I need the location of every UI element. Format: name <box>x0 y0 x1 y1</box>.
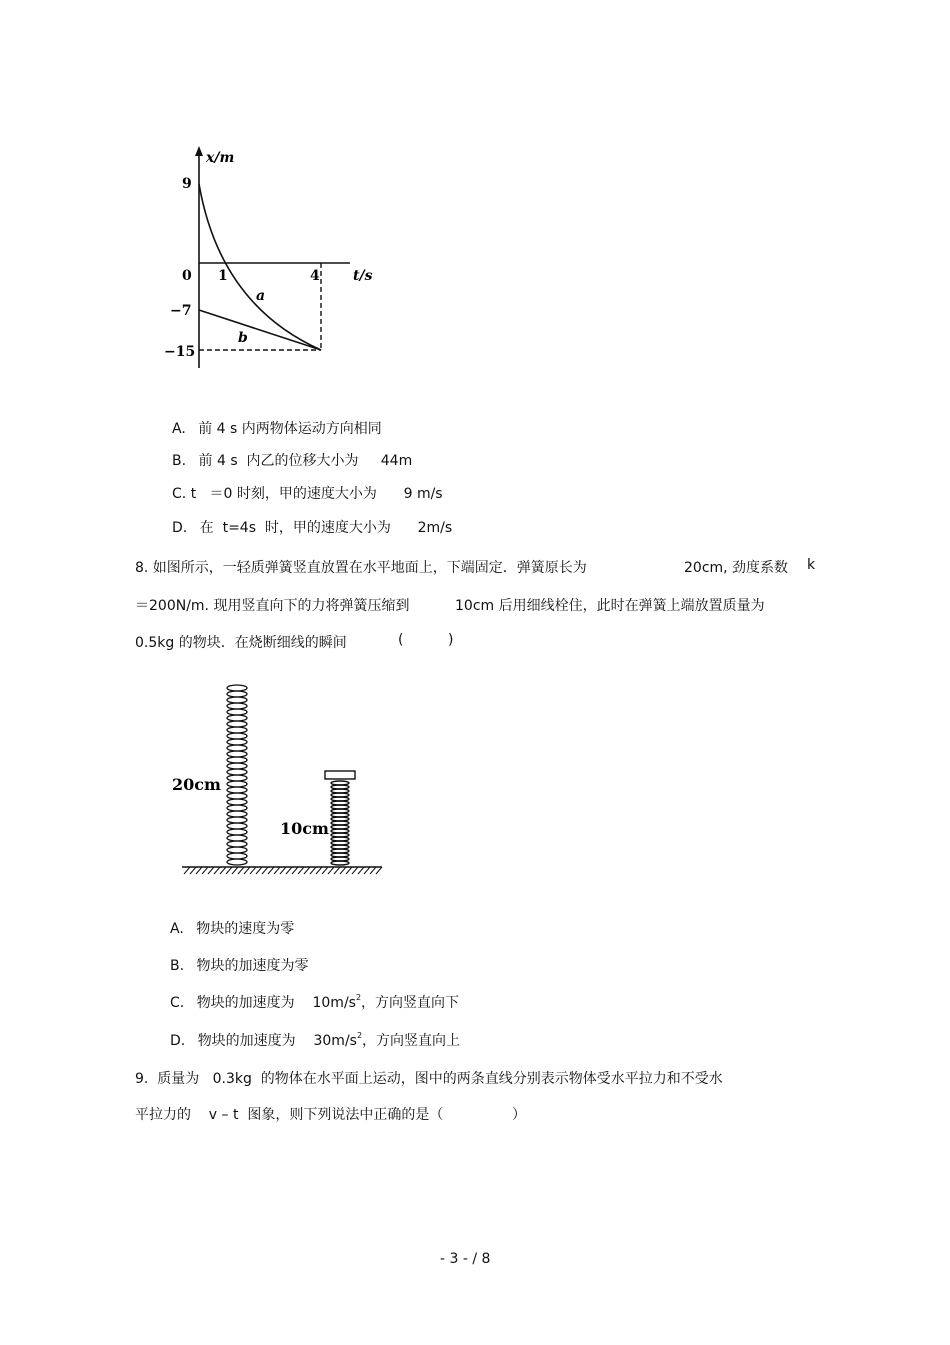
label-10cm: 10cm <box>280 819 329 838</box>
superscript: 2 <box>356 1031 363 1040</box>
q7-option-c <box>172 483 443 503</box>
spring-figure <box>160 678 400 880</box>
option-text: 物块的加速度为 30m/s <box>197 1033 357 1049</box>
q8-line-3b <box>398 632 453 648</box>
option-text: t ＝0 时刻，甲的速度大小为 9 m/s <box>190 486 443 502</box>
xt-graph <box>150 140 400 375</box>
option-text: 物块的加速度为零 <box>196 958 309 974</box>
option-letter: D. <box>172 520 188 536</box>
option-letter: D. <box>170 1033 186 1049</box>
line-b <box>199 310 321 350</box>
line-b-label: b <box>238 330 248 346</box>
q8-line-1-value <box>684 557 788 577</box>
q8-line-1 <box>135 557 587 577</box>
q7-option-d <box>172 517 452 537</box>
q8-option-d <box>170 1030 460 1050</box>
page-number: - 3 - / 8 <box>440 1251 491 1267</box>
q9-line-2-paren <box>512 1104 526 1124</box>
q9-line-2 <box>135 1104 443 1124</box>
q8-option-b <box>170 955 309 975</box>
q9-text: 平拉力的 v – t 图象，则下列说法中正确的是（ <box>135 1107 444 1123</box>
q8-text: 20cm, 劲度系数 <box>684 560 789 576</box>
q8-option-a <box>170 918 294 938</box>
option-text: 前 4 s 内乙的位移大小为 44m <box>198 453 413 469</box>
y-tick-9: 9 <box>182 176 192 192</box>
label-20cm: 20cm <box>172 775 221 794</box>
q8-option-c <box>170 992 459 1012</box>
block <box>325 771 355 779</box>
superscript: 2 <box>355 993 362 1002</box>
q9-text: ） <box>512 1107 526 1123</box>
q9-text: 9. 质量为 0.3kg 的物体在水平面上运动，图中的两条直线分别表示物体受水平拉力和不受水 <box>135 1071 723 1087</box>
q8-text: 8. 如图所示，一轻质弹簧竖直放置在水平地面上，下端固定．弹簧原长为 <box>135 560 587 576</box>
q8-text: 0.5kg 的物块．在烧断细线的瞬间 <box>135 635 347 651</box>
option-letter: C. <box>172 486 187 502</box>
option-text: 在 t=4s 时，甲的速度大小为 2m/s <box>199 520 453 536</box>
ground-hatch <box>184 867 382 874</box>
option-text: 物块的速度为零 <box>196 921 295 937</box>
q8-text: k <box>807 557 816 573</box>
q7-option-b <box>172 450 412 470</box>
x-tick-4: 4 <box>310 268 320 284</box>
y-axis-label: x/m <box>206 150 235 166</box>
option-letter: A. <box>170 921 184 937</box>
q8-line-1-k <box>807 557 815 573</box>
y-axis <box>195 146 203 368</box>
q8-text: 10cm 后用细线栓住，此时在弹簧上端放置质量为 <box>455 598 765 614</box>
option-letter: B. <box>170 958 185 974</box>
q8-line-2b <box>455 595 765 615</box>
option-letter: C. <box>170 995 185 1011</box>
option-text: ，方向竖直向下 <box>361 995 460 1011</box>
q8-line-3a <box>135 632 347 652</box>
q8-text: ( ) <box>398 632 454 648</box>
option-letter: B. <box>172 453 187 469</box>
curve-a <box>199 184 321 350</box>
y-tick-neg7: −7 <box>170 303 192 319</box>
y-tick-neg15: −15 <box>164 344 196 360</box>
compressed-spring <box>331 781 349 865</box>
option-letter: A. <box>172 421 186 437</box>
x-axis-label: t/s <box>353 268 373 284</box>
y-tick-0: 0 <box>182 268 192 284</box>
option-text: 物块的加速度为 10m/s <box>196 995 356 1011</box>
option-text: 前 4 s 内两物体运动方向相同 <box>198 421 382 437</box>
q8-line-2a <box>135 595 409 615</box>
q8-text: ＝200N/m. 现用竖直向下的力将弹簧压缩到 <box>135 598 410 614</box>
q7-option-a <box>172 418 382 438</box>
q9-line-1 <box>135 1068 723 1088</box>
option-text: ，方向竖直向上 <box>362 1033 461 1049</box>
x-tick-1: 1 <box>218 268 228 284</box>
curve-a-label: a <box>256 288 266 304</box>
relaxed-spring <box>227 685 247 865</box>
